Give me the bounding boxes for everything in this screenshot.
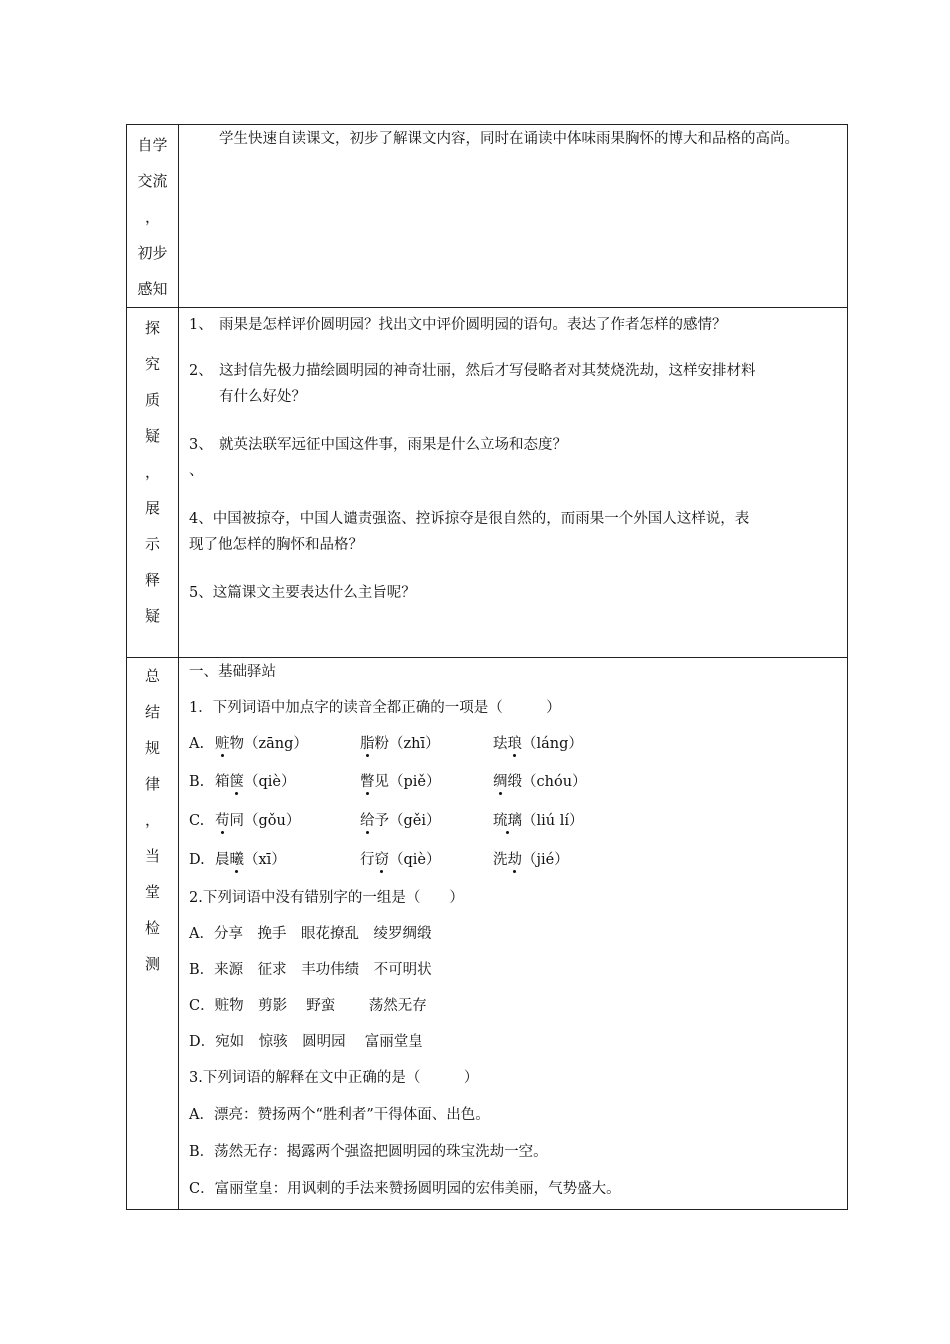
label-char: 释 (144, 571, 160, 589)
label-char: 测 (144, 955, 160, 973)
option-letter: A. (189, 736, 205, 752)
dotted-char: 琅 (507, 736, 522, 752)
label-char: 堂 (144, 883, 160, 901)
row-summary (127, 657, 847, 1209)
question-number: 3、 (189, 437, 213, 453)
dotted-char: 赃 (215, 736, 230, 752)
intro-text: 学生快速自读课文，初步了解课文内容，同时在诵读中体味雨果胸怀的博大和品格的高尚。 (219, 131, 799, 147)
label-char: 探 (144, 319, 160, 337)
dotted-char: 瞥 (360, 774, 375, 790)
question-text: 5、这篇课文主要表达什么主旨呢？ (189, 585, 416, 601)
label-char: 结 (144, 703, 160, 721)
q3-option-b: B．荡然无存：揭露两个强盗把圆明园的珠宝洗劫一空。 (189, 1144, 548, 1160)
label-char: 究 (144, 355, 160, 373)
label-char: ， (144, 208, 160, 226)
q2-option-d: D．宛如 惊骇 圆明园 富丽堂皇 (189, 1034, 423, 1050)
question-text-continued: 有什么好处？ (219, 389, 306, 405)
dotted-char: 脂 (360, 736, 375, 752)
question-4 (189, 506, 839, 558)
label-char: 自学 (137, 136, 168, 154)
label-char: 质 (144, 391, 160, 409)
row-content-summary (179, 658, 847, 1209)
row-label-self-study (127, 125, 179, 307)
dotted-char: 琉璃 (493, 813, 522, 829)
dotted-char: 箧 (229, 774, 244, 790)
q3-stem: 3.下列词语的解释在文中正确的是（ ） (189, 1070, 479, 1086)
label-char: 律 (144, 775, 160, 793)
label-char: 当 (144, 847, 160, 865)
option-letter: B. (189, 774, 205, 790)
question-3 (189, 432, 839, 484)
label-char: 检 (144, 919, 160, 937)
question-text-continued: 现了他怎样的胸怀和品格？ (189, 537, 363, 553)
q3-option-c: C．富丽堂皇：用讽刺的手法来赞扬圆明园的宏伟美丽，气势盛大。 (189, 1181, 621, 1197)
dotted-char: 劫 (507, 852, 522, 868)
row-label-summary (127, 658, 179, 1209)
label-char: 总 (144, 667, 160, 685)
dotted-char: 曦 (229, 852, 244, 868)
dotted-char: 苟 (215, 813, 230, 829)
question-5 (189, 580, 839, 606)
row-content-self-study (179, 125, 847, 307)
option-letter: C. (189, 813, 205, 829)
q1-option-c: C. 苟同（gǒu） 给予（gěi） 琉璃（liú lí） (189, 813, 584, 829)
row-label-explore (127, 308, 179, 657)
label-char: 疑 (144, 607, 160, 625)
q1-option-a: A. 赃物（zāng） 脂粉（zhī） 珐琅（láng） (189, 736, 583, 752)
label-char: 规 (144, 739, 160, 757)
q2-stem: 2.下列词语中没有错别字的一组是（ ） (189, 890, 464, 906)
label-char: 初步 (137, 244, 168, 262)
label-char: 交流 (137, 172, 168, 190)
q1-option-b: B. 箱箧（qiè） 瞥见（piě） 绸缎（chóu） (189, 774, 587, 790)
question-text: 4、中国被掠夺，中国人谴责强盗、控诉掠夺是很自然的，而雨果一个外国人这样说，表 (189, 511, 750, 527)
q2-option-c: C．赃物 剪影 野蛮 荡然无存 (189, 998, 427, 1014)
stray-mark: 、 (189, 463, 204, 479)
label-char: ， (144, 463, 160, 481)
row-self-study (127, 125, 847, 307)
label-char: 感知 (137, 280, 168, 298)
dotted-char: 窃 (374, 852, 389, 868)
q3-option-a: A．漂亮：赞扬两个“胜利者”干得体面、出色。 (189, 1107, 490, 1123)
row-content-explore (179, 308, 847, 657)
dotted-char: 绸 (493, 774, 508, 790)
question-text: 这封信先极力描绘圆明园的神奇壮丽，然后才写侵略者对其焚烧洗劫，这样安排材料 (219, 363, 756, 379)
label-char: 展 (144, 499, 160, 517)
q2-option-b: B．来源 征求 丰功伟绩 不可明状 (189, 962, 432, 978)
dotted-char: 给 (360, 813, 375, 829)
label-char: 疑 (144, 427, 160, 445)
row-explore (127, 307, 847, 657)
question-2 (189, 358, 839, 410)
worksheet-table (126, 124, 848, 1210)
question-text: 雨果是怎样评价圆明园？找出文中评价圆明园的语句。表达了作者怎样的感情？ (219, 317, 727, 333)
question-number: 2、 (189, 363, 213, 379)
question-1 (189, 312, 839, 338)
option-letter: D. (189, 852, 205, 868)
question-text: 就英法联军远征中国这件事，雨果是什么立场和态度？ (219, 437, 567, 453)
section-heading: 一、基础驿站 (189, 664, 276, 680)
q1-option-d: D. 晨曦（xī） 行窃（qiè） 洗劫（jié） (189, 852, 569, 868)
q1-stem: 1．下列词语中加点字的读音全都正确的一项是（ ） (189, 700, 561, 716)
label-char: ， (144, 811, 160, 829)
label-char: 示 (144, 535, 160, 553)
q2-option-a: A．分享 挽手 眼花撩乱 绫罗绸缎 (189, 926, 432, 942)
question-number: 1、 (189, 317, 213, 333)
